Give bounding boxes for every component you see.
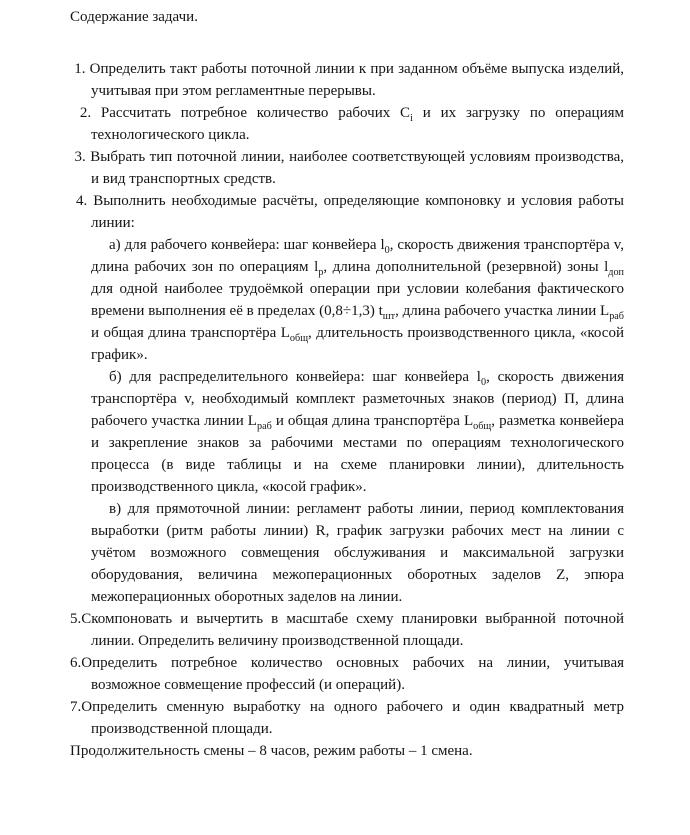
task-item [70, 190, 624, 234]
item-number: 6. [70, 655, 82, 671]
task-subitem-a: а) для рабочего конвейера: шаг конвейера $l_0$, скорость движения транспортёра v, длина рабочих зон по операциям $l_р$, длина дополнительной (резервной) зоны $l_{доп}$ для одной наиболее трудоёмкой операции при условии колебания фактического времени выполнения её в пределах (0,8÷1,3) $t_{шт}$, длина рабочего участка линии $L_{раб}$ и общая длина транспортёра $L_{общ}$, длительность производственного цикла, «косой график». [91, 237, 625, 363]
item-number: 4. [70, 193, 94, 209]
item-number: 7. [70, 699, 82, 715]
item-text: Определить сменную выработку на одного рабочего и один квадратный метр производственной площади. [81, 699, 624, 737]
task-item-group [70, 190, 624, 608]
item-number: 1. [70, 61, 90, 77]
item-text: Скомпоновать и вычертить в масштабе схему планировки выбранной поточной линии. Определить величину производственной площади. [81, 611, 624, 649]
item-text: Определить потребное количество основных рабочих на линии, учитывая возможное совмещение профессий (и операций). [81, 655, 624, 693]
item-number: 2. [70, 105, 101, 121]
task-item [70, 102, 624, 146]
item-text: Рассчитать потребное количество рабочих $C_i$ и их загрузку по операциям технологического цикла. [91, 105, 624, 143]
task-subitem-v: в) для прямоточной линии: регламент работы линии, период комплектования выработки (ритм работы линии) R, график загрузки рабочих мест на линии с учётом возможного совмещения обслуживания и максимальной загрузки оборудования, величина межоперационных оборотных заделов Z, эпюра межоперационных оборотных заделов на линии. [91, 501, 624, 605]
item-number: 5. [70, 611, 82, 627]
item-number: 3. [70, 149, 91, 165]
task-item [70, 146, 624, 190]
task-item [70, 652, 624, 696]
item-text: Определить такт работы поточной линии к при заданном объёме выпуска изделий, учитывая при этом регламентные перерывы. [89, 61, 624, 99]
task-item [70, 58, 624, 102]
item-text: Выполнить необходимые расчёты, определяющие компоновку и условия работы линии: [91, 193, 624, 231]
page-title: Содержание задачи. [70, 9, 198, 25]
task-item [70, 696, 624, 740]
footer-text: Продолжительность смены – 8 часов, режим работы – 1 смена. [70, 743, 473, 759]
task-item [70, 608, 624, 652]
task-list [70, 58, 624, 740]
task-subitem-b: б) для распределительного конвейера: шаг конвейера $l_0$, скорость движения транспортёра v, необходимый комплект разметочных знаков (период) П, длина рабочего участка линии $L_{раб}$ и общая длина транспортёра $L_{общ}$, разметка конвейера и закрепление знаков за рабочими местами по операциям технологического процесса (в виде таблицы и на схеме планировки линии), длительность производственного цикла, «косой график». [91, 369, 625, 495]
item-text: Выбрать тип поточной линии, наиболее соответствующей условиям производства, и вид транспортных средств. [90, 149, 624, 187]
